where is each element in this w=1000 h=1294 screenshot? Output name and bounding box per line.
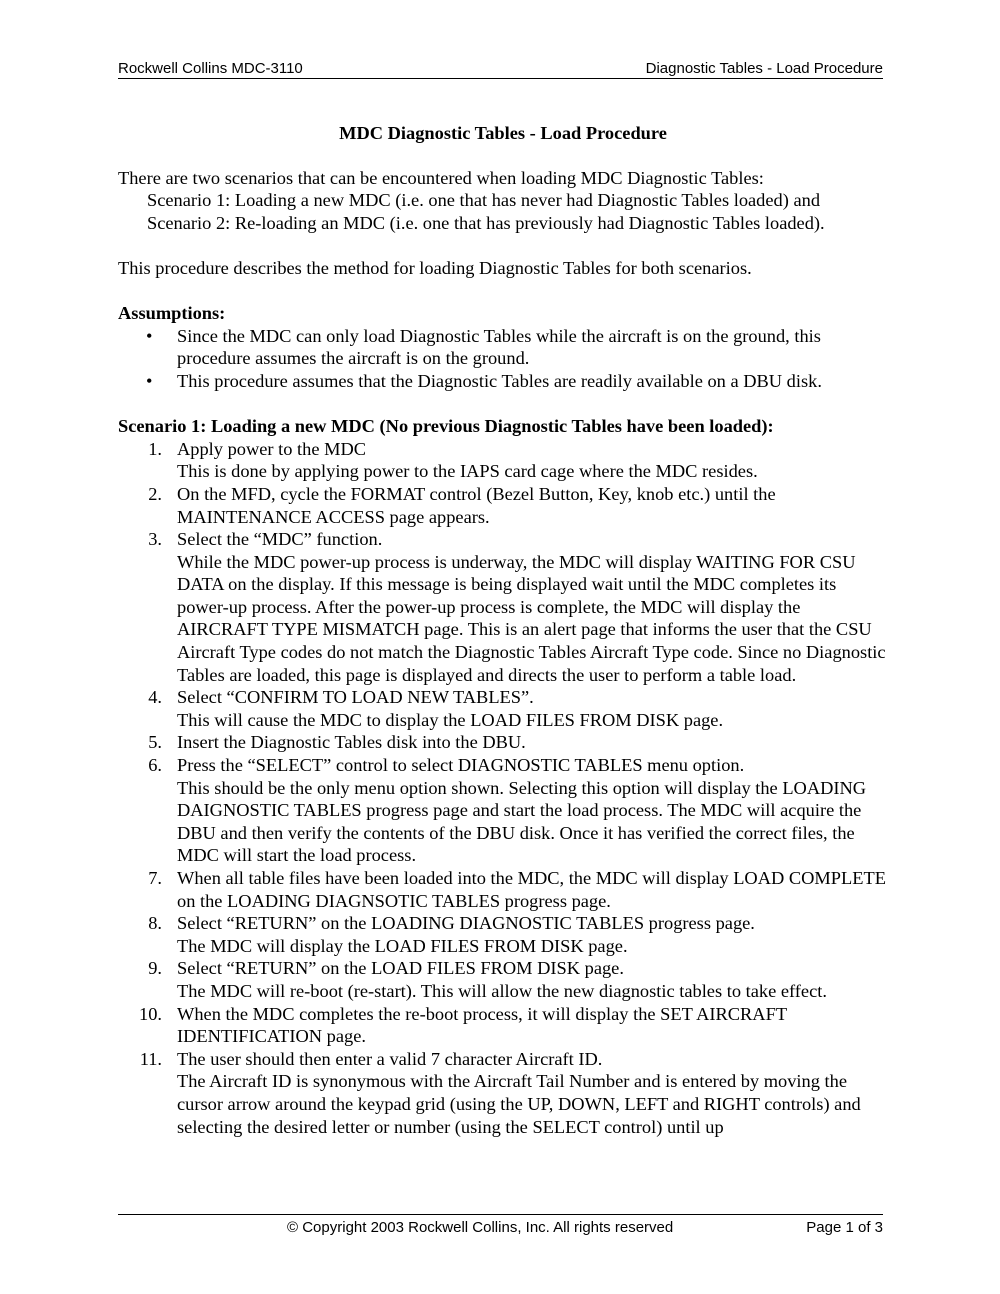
step-number: 5. xyxy=(148,732,162,753)
step-number: 6. xyxy=(148,755,162,776)
procedure-step xyxy=(118,957,888,1002)
assumptions-heading: Assumptions: xyxy=(118,303,226,324)
step-main-text: When the MDC completes the re-boot process, it will display the SET AIRCRAFT IDENTIFICATION page. xyxy=(177,1003,787,1047)
document-body xyxy=(118,122,888,1138)
step-main-text: Insert the Diagnostic Tables disk into the DBU. xyxy=(177,732,526,753)
step-number: 1. xyxy=(148,438,162,459)
step-detail-text: The MDC will re-boot (re-start). This will allow the new diagnostic tables to take effect. xyxy=(177,980,827,1001)
step-detail-text: This will cause the MDC to display the LOAD FILES FROM DISK page. xyxy=(177,709,724,730)
intro-line: There are two scenarios that can be encountered when loading MDC Diagnostic Tables: xyxy=(118,167,764,188)
step-number: 11. xyxy=(139,1048,162,1069)
step-number: 7. xyxy=(148,868,162,888)
step-number: 10. xyxy=(139,1003,162,1024)
intro-scenario-2: Scenario 2: Re-loading an MDC (i.e. one that has previously had Diagnostic Tables loaded). xyxy=(147,212,825,233)
step-main-text: Press the “SELECT” control to select DIAGNOSTIC TABLES menu option. xyxy=(177,755,745,776)
step-detail-text: The MDC will display the LOAD FILES FROM DISK page. xyxy=(177,935,628,956)
step-main-text: Select “RETURN” on the LOAD FILES FROM DISK page. xyxy=(177,958,624,979)
step-main-text: Select “RETURN” on the LOADING DIAGNOSTIC TABLES progress page. xyxy=(177,913,755,934)
bullet-icon: • xyxy=(146,325,153,346)
step-detail-text: The Aircraft ID is synonymous with the Aircraft Tail Number and is entered by moving the cursor arrow around the keypad grid (using the UP, DOWN, LEFT and RIGHT controls) and selecting the desired letter or number (using the SELECT control) until up xyxy=(177,1071,861,1137)
step-detail-text: This is done by applying power to the IAPS card cage where the MDC resides. xyxy=(177,461,758,482)
step-main-text: Select the “MDC” function. xyxy=(177,529,383,550)
step-number: 4. xyxy=(148,687,162,708)
assumption-item xyxy=(118,325,888,370)
step-main-text: When all table files have been loaded into the MDC, the MDC will display LOAD COMPLETE on the LOADING DIAGNSOTIC TABLES progress page. xyxy=(177,868,886,911)
header-left: Rockwell Collins MDC-3110 xyxy=(118,60,303,77)
step-main-text: Apply power to the MDC xyxy=(177,438,366,459)
procedure-step xyxy=(118,912,888,957)
page-footer xyxy=(118,1214,883,1236)
step-number: 8. xyxy=(148,913,162,934)
procedure-step xyxy=(118,483,888,528)
assumption-text: This procedure assumes that the Diagnostic Tables are readily available on a DBU disk. xyxy=(177,370,822,391)
procedure-step xyxy=(118,867,888,912)
step-number: 3. xyxy=(148,529,162,550)
procedure-step xyxy=(118,528,888,686)
header-right: Diagnostic Tables - Load Procedure xyxy=(645,60,883,77)
step-main-text: Select “CONFIRM TO LOAD NEW TABLES”. xyxy=(177,687,534,708)
procedure-steps xyxy=(118,438,888,1138)
step-main-text: On the MFD, cycle the FORMAT control (Bezel Button, Key, knob etc.) until the MAINTENANCE ACCESS page appears. xyxy=(177,483,776,527)
step-number: 2. xyxy=(148,483,162,504)
procedure-step xyxy=(118,731,888,754)
procedure-step xyxy=(118,1048,888,1138)
procedure-step xyxy=(118,686,888,731)
bullet-icon: • xyxy=(146,370,153,391)
procedure-step xyxy=(118,438,888,483)
step-detail-text: This should be the only menu option shown. Selecting this option will display the LOADING DAIGNOSTIC TABLES progress page and start the load process. The MDC will acquire the DBU and then verify the contents of the DBU disk. Once it has verified the correct files, the MDC will start the load process. xyxy=(177,777,867,866)
procedure-step xyxy=(118,1003,888,1048)
step-main-text: The user should then enter a valid 7 character Aircraft ID. xyxy=(177,1048,603,1069)
assumption-item xyxy=(118,370,888,393)
page-title: MDC Diagnostic Tables - Load Procedure xyxy=(339,123,667,143)
step-detail-text: While the MDC power-up process is underway, the MDC will display WAITING FOR CSU DATA on the display. If this message is being displayed wait until the MDC completes its power-up process. After the power-up process is complete, the MDC will display the AIRCRAFT TYPE MISMATCH page. This is an alert page that informs the user that the CSU Aircraft Type codes do not match the Diagnostic Tables Aircraft Type code. Since no Diagnostic Tables are loaded, this page is displayed and directs the user to perform a table load. xyxy=(177,551,886,685)
procedure-description: This procedure describes the method for loading Diagnostic Tables for both scenarios. xyxy=(118,257,752,278)
step-number: 9. xyxy=(148,958,162,979)
assumption-text: Since the MDC can only load Diagnostic Tables while the aircraft is on the ground, this procedure assumes the aircraft is on the ground. xyxy=(177,325,821,369)
scenario-1-heading: Scenario 1: Loading a new MDC (No previous Diagnostic Tables have been loaded): xyxy=(118,416,774,437)
copyright-notice: © Copyright 2003 Rockwell Collins, Inc. All rights reserved xyxy=(287,1219,674,1236)
intro-scenario-1: Scenario 1: Loading a new MDC (i.e. one that has never had Diagnostic Tables loaded) and xyxy=(147,190,821,211)
procedure-step xyxy=(118,754,888,867)
page-header xyxy=(118,60,883,79)
page-number: Page 1 of 3 xyxy=(806,1219,883,1236)
